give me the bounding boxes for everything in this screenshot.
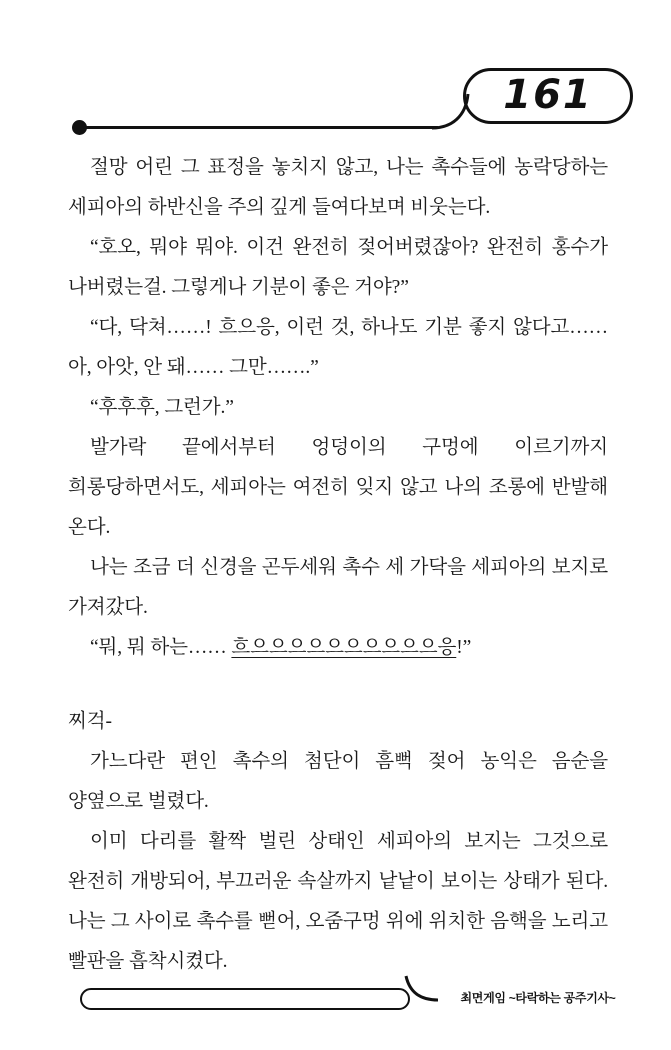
paragraph: “후후후, 그런가.” — [90, 397, 234, 418]
quote-prefix: “뭐, 뭐 하는…… — [90, 637, 232, 658]
header-curve-decoration — [430, 92, 470, 130]
quote-underlined: 흐으으으으으으으으으으응 — [231, 637, 457, 658]
paragraph: 이미 다리를 활짝 벌린 상태인 세피아의 보지는 그것으로 완전히 개방되어, 부끄러운 속살까지 낱낱이 보이는 상태가 된다. 나는 그 사이로 촉수를 뻗어, 오줌구멍 위에 위치한 음핵을 노리고 빨판을 흡착시켰다. — [68, 831, 608, 972]
paragraph: 나는 조금 더 신경을 곤두세워 촉수 세 가닥을 세피아의 보지로 가져갔다. — [68, 557, 608, 618]
sound-effect: 찌걱- — [68, 711, 112, 732]
header-dot-decoration — [72, 120, 87, 135]
footer-bar — [80, 988, 410, 1010]
paragraph-spacer — [68, 668, 608, 702]
paragraph: 절망 어린 그 표정을 놓치지 않고, 나는 촉수들에 농락당하는 세피아의 하반신을 주의 깊게 들여다보며 비웃는다. — [68, 157, 608, 218]
footer-title: 최면게임 ~타락하는 공주기사~ — [460, 991, 616, 1005]
quote-suffix: !” — [456, 637, 472, 658]
paragraph: 발가락 끝에서부터 엉덩이의 구멍에 이르기까지 희롱당하면서도, 세피아는 여전히 잊지 않고 나의 조롱에 반발해 온다. — [68, 437, 608, 538]
page-number-badge — [463, 68, 633, 124]
paragraph: 가느다란 편인 촉수의 첨단이 흠뻑 젖어 농익은 음순을 양옆으로 벌렸다. — [68, 751, 608, 812]
paragraph: “호오, 뭐야 뭐야. 이건 완전히 젖어버렸잖아? 완전히 홍수가 나버렸는걸. 그렇게나 기분이 좋은 거야?” — [68, 237, 608, 298]
quote-line — [68, 628, 608, 668]
page-number: 161 — [503, 72, 593, 118]
header-rule — [82, 126, 438, 129]
paragraph: “다, 닥쳐……! 흐으응, 이런 것, 하나도 기분 좋지 않다고…… 아, 아앗, 안 돼…… 그만…….” — [68, 317, 608, 378]
footer-curve-decoration — [404, 972, 440, 1002]
page-body — [68, 148, 608, 982]
